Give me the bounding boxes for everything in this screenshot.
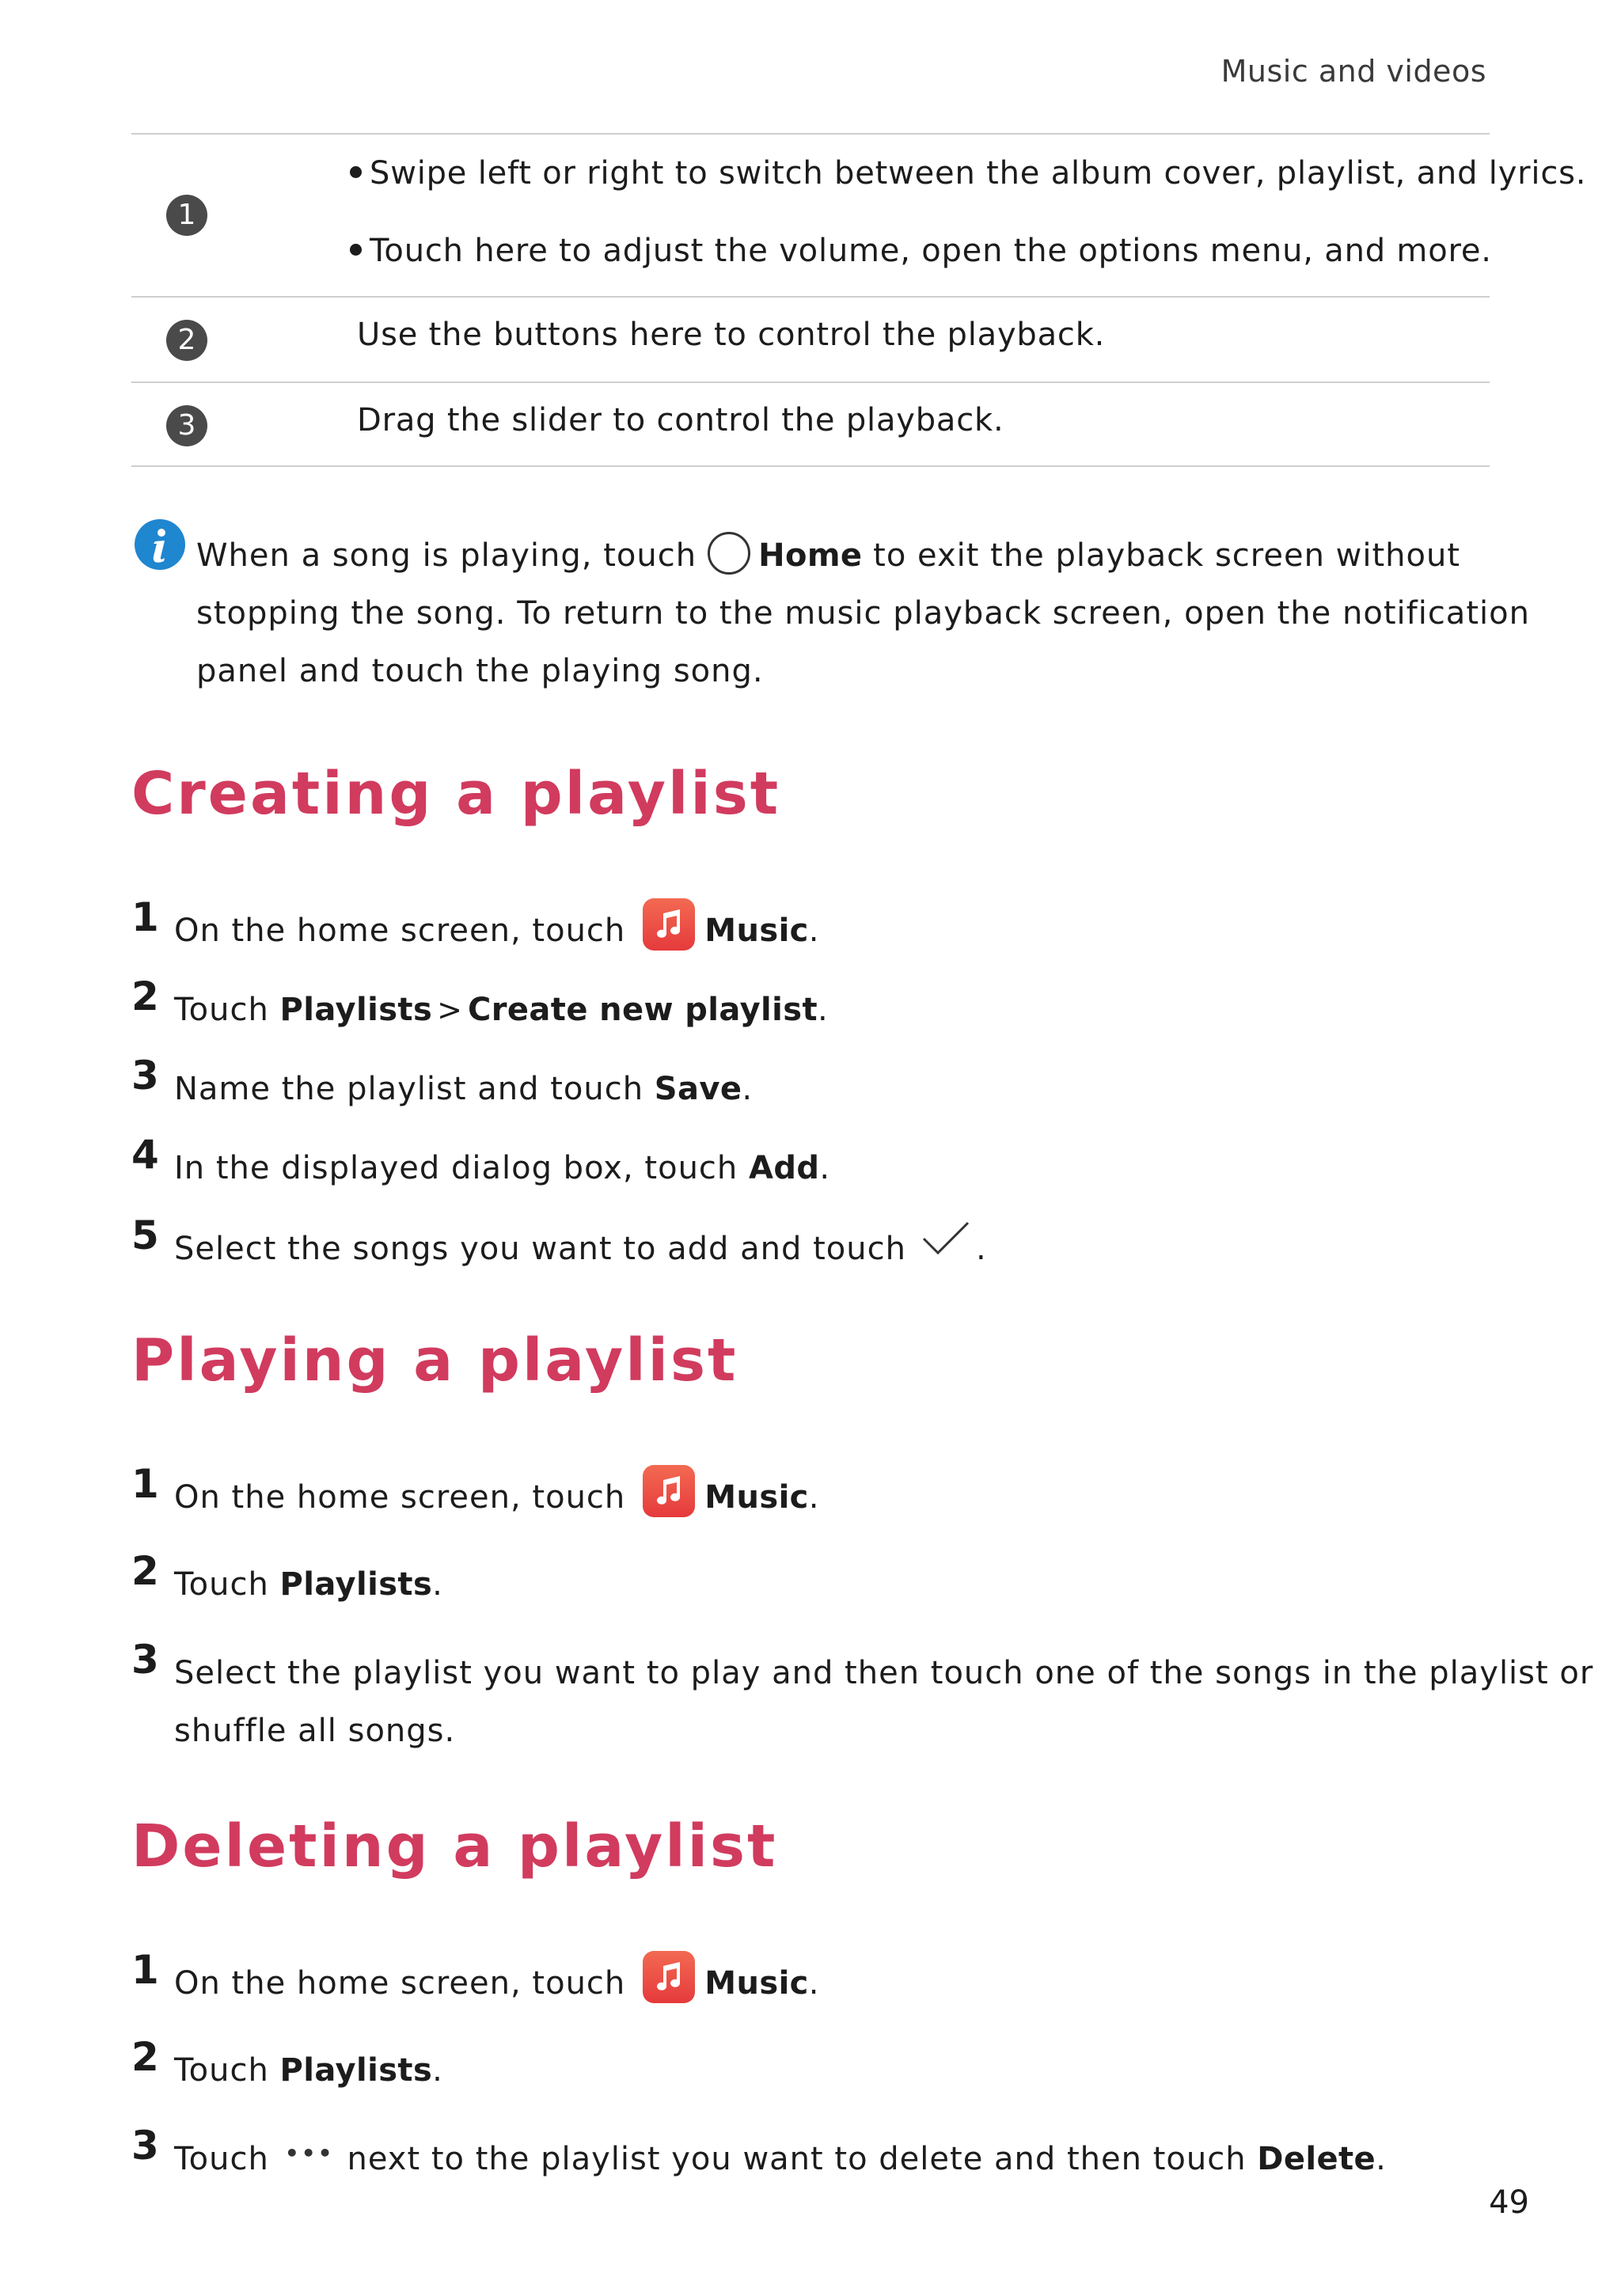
section-title-creating: Creating a playlist: [131, 760, 781, 828]
punctuation: .: [818, 992, 829, 1028]
step-text-segment: Touch: [174, 992, 269, 1028]
step-text-line: Select the playlist you want to play and then touch one of the songs in the playlist or: [174, 1655, 1594, 1691]
section-title-playing: Playing a playlist: [131, 1326, 738, 1395]
step-text-segment: Touch: [174, 1566, 269, 1603]
punctuation: .: [808, 913, 820, 949]
callout-text: Drag the slider to control the playback.: [357, 402, 1004, 438]
punctuation: .: [808, 1479, 820, 1516]
step-text: [174, 1220, 987, 1280]
step-text: [174, 1645, 1593, 1760]
callout-row-1: [131, 133, 1587, 296]
step-text: [174, 2042, 443, 2100]
step-text-segment: Name the playlist and touch: [174, 1071, 644, 1107]
step-text-segment: Touch: [174, 2052, 269, 2089]
note-line: [196, 527, 1530, 585]
app-label: Music: [704, 1479, 809, 1516]
callout-bullet-text: Swipe left or right to switch between the album cover, playlist, and lyrics.: [370, 155, 1587, 192]
checkmark-icon: [921, 1217, 971, 1275]
punctuation: .: [742, 1071, 754, 1107]
step-number: 3: [131, 2123, 159, 2169]
step-text: [174, 902, 820, 960]
step-text: [174, 2131, 1387, 2190]
note-text-segment: When a song is playing, touch: [196, 537, 697, 574]
step-text: [174, 1469, 820, 1527]
punctuation: .: [432, 2052, 443, 2089]
running-header: Music and videos: [1220, 54, 1486, 89]
step-number: 2: [131, 2034, 159, 2080]
menu-label: Playlists: [279, 1566, 433, 1603]
menu-label: Playlists: [279, 2052, 433, 2089]
home-circle-icon: [708, 532, 750, 575]
step-number: 1: [131, 1461, 159, 1507]
callout-bullet-text: Touch here to adjust the volume, open the options menu, and more.: [370, 233, 1492, 269]
step-text: [174, 1140, 830, 1197]
callout-bullet: [350, 155, 1586, 192]
step-number: 1: [131, 1947, 159, 1993]
step-text-segment: Touch: [174, 2141, 269, 2177]
step-number: 2: [131, 973, 159, 1019]
step-text: [174, 1955, 820, 2013]
note-line: panel and touch the playing song.: [196, 653, 764, 689]
menu-label: Create new playlist: [468, 992, 818, 1028]
music-app-icon: [643, 898, 695, 951]
music-app-icon: [643, 1951, 695, 2003]
step-text-segment: On the home screen, touch: [174, 1479, 626, 1516]
step-text-segment: next to the playlist you want to delete and then touch: [347, 2141, 1247, 2177]
step-text: [174, 1556, 443, 1614]
home-label: Home: [758, 537, 863, 574]
step-text-segment: Select the songs you want to add and touch: [174, 1231, 906, 1267]
callout-bullet: [350, 233, 1492, 269]
callout-row-3: [131, 381, 1490, 467]
menu-label: Playlists: [279, 992, 433, 1028]
info-icon: [135, 519, 185, 570]
music-app-icon: [643, 1465, 695, 1517]
step-text-segment: In the displayed dialog box, touch: [174, 1150, 738, 1186]
punctuation: .: [432, 1566, 443, 1603]
punctuation: .: [975, 1231, 987, 1267]
callout-number-badge: 3: [166, 405, 207, 446]
callout-number-badge: 2: [166, 320, 207, 361]
app-label: Music: [704, 1965, 809, 2002]
bullet-dot-icon: [350, 244, 362, 256]
step-text-line: shuffle all songs.: [174, 1713, 456, 1749]
step-number: 1: [131, 894, 159, 940]
step-text-segment: On the home screen, touch: [174, 1965, 626, 2002]
step-number: 3: [131, 1053, 159, 1099]
step-text: [174, 1061, 753, 1118]
button-label: Delete: [1257, 2141, 1376, 2177]
step-number: 2: [131, 1548, 159, 1594]
more-options-icon: •••: [284, 2139, 335, 2166]
step-number: 5: [131, 1213, 159, 1258]
step-text-segment: On the home screen, touch: [174, 913, 626, 949]
punctuation: .: [819, 1150, 831, 1186]
callout-table: [131, 133, 1587, 467]
path-separator: >: [437, 992, 463, 1027]
step-number: 4: [131, 1132, 159, 1178]
punctuation: .: [1376, 2141, 1387, 2177]
note-text: [196, 527, 1530, 700]
punctuation: .: [808, 1965, 820, 2002]
step-number: 3: [131, 1637, 159, 1683]
section-title-deleting: Deleting a playlist: [131, 1812, 778, 1880]
callout-text: Use the buttons here to control the playback.: [357, 317, 1106, 353]
callout-row-2: [131, 296, 1490, 381]
note-text-segment: to exit the playback screen without: [873, 537, 1461, 574]
callout-number-badge: 1: [166, 195, 207, 236]
step-text: [174, 981, 829, 1039]
button-label: Add: [748, 1150, 820, 1186]
page-number: 49: [1489, 2184, 1529, 2221]
app-label: Music: [704, 913, 809, 949]
button-label: Save: [654, 1071, 742, 1107]
bullet-dot-icon: [350, 166, 362, 178]
note-line: stopping the song. To return to the music playback screen, open the notification: [196, 595, 1530, 632]
